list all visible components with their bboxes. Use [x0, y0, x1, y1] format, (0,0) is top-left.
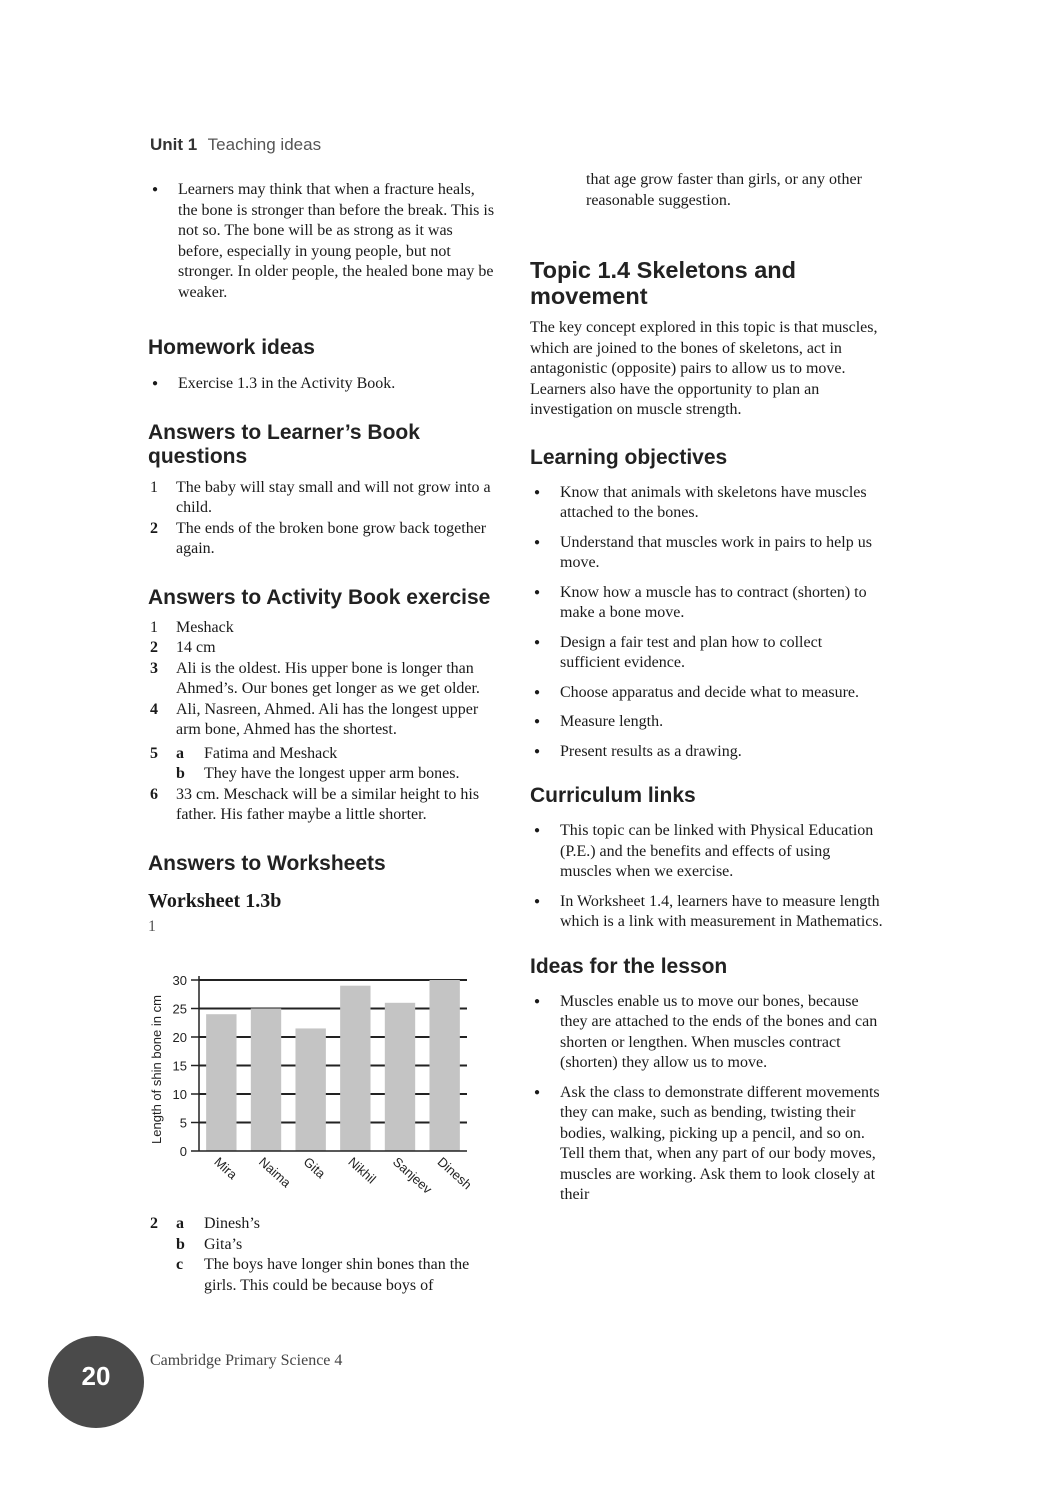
list-item: ● Exercise 1.3 in the Activity Book. — [148, 374, 498, 395]
list-item: ● Understand that muscles work in pairs to help us move. — [530, 533, 885, 574]
y-tick-label: 30 — [172, 973, 187, 988]
y-tick-label: 5 — [179, 1115, 187, 1131]
ws-answers-heading: Answers to Worksheets — [148, 851, 386, 875]
book-title: Cambridge Primary Science 4 — [150, 1352, 343, 1369]
learning-objectives-heading: Learning objectives — [530, 445, 728, 469]
running-head — [150, 135, 321, 155]
x-tick-label: Sanjeev — [389, 1154, 435, 1197]
list-item: 2 a Dinesh’s b Gita’s c The boys have longer shin bones than the girls. This could be because boys of — [150, 1215, 470, 1294]
x-tick-label: Nikhil — [345, 1154, 379, 1187]
curriculum-links-heading: Curriculum links — [530, 784, 696, 807]
curriculum-links-list — [530, 821, 885, 933]
list-item: 5 a Fatima and Meshack b They have the longest upper arm bones. — [150, 744, 460, 782]
ab-answers-heading: Answers to Activity Book exercise — [148, 585, 491, 609]
list-item: 1 Meshack — [150, 618, 234, 636]
bar-chart-svg — [148, 968, 498, 1203]
list-item: ● Know how a muscle has to contract (shorten) to make a bone move. — [530, 583, 885, 624]
list-item: ● Present results as a drawing. — [530, 742, 885, 763]
shin-bone-chart — [148, 968, 498, 1203]
continued-text: that age grow faster than girls, or any other reasonable suggestion. — [586, 171, 862, 209]
learning-objectives-list — [530, 483, 885, 763]
section-label: Teaching ideas — [207, 135, 322, 154]
y-axis-label: Length of shin bone in cm — [149, 995, 164, 1144]
list-item: ● Design a fair test and plan how to collect sufficient evidence. — [530, 633, 885, 674]
bar — [251, 1009, 281, 1152]
bar — [206, 1014, 236, 1151]
y-tick-label: 10 — [172, 1087, 187, 1102]
page-number: 20 — [81, 1361, 111, 1391]
unit-label: Unit 1 — [150, 135, 198, 154]
left-column — [148, 170, 498, 937]
list-item: 2 14 cm — [150, 639, 216, 656]
bar — [295, 1028, 325, 1151]
list-item: ● Learners may think that when a fracture heals, the bone is stronger than before the break. This is not so. The bone will be as strong as it was before, especially in young people, but not stronger. In older people, the healed bone may be weaker. — [148, 180, 498, 303]
ideas-heading: Ideas for the lesson — [530, 954, 728, 978]
list-item: ● This topic can be linked with Physical Education (P.E.) and the benefits and effects of using muscles when we exercise. — [530, 821, 885, 883]
question-number: 1 — [148, 917, 156, 935]
ideas-list — [530, 992, 885, 1206]
x-tick-label: Mira — [211, 1154, 241, 1183]
y-tick-label: 20 — [172, 1030, 187, 1045]
page-number-badge — [48, 1336, 144, 1428]
q2-answers — [148, 1214, 498, 1296]
x-tick-label: Naima — [255, 1154, 294, 1191]
y-tick-label: 25 — [172, 1001, 187, 1017]
bar — [385, 1003, 415, 1151]
left-column-continued — [148, 1214, 498, 1296]
bar — [429, 980, 459, 1151]
list-item: ● Muscles enable us to move our bones, because they are attached to the ends of the bones and can shorten or lengthen. When muscles contract (shorten) they allow us to move. — [530, 992, 885, 1074]
x-tick-label: Gita — [300, 1154, 329, 1182]
bar — [340, 986, 370, 1151]
lb-answers-heading: Answers to Learner’s Book questions — [148, 420, 420, 468]
topic-heading: Topic 1.4 Skeletons and movement — [530, 257, 796, 309]
list-item: ● Measure length. — [530, 712, 885, 733]
list-item: 2 The ends of the broken bone grow back together again. — [150, 519, 487, 557]
list-item: ● Ask the class to demonstrate different movements they can make, such as bending, twisting their bodies, walking, picking up a pencil, and so on. Tell them that, when any part of our body moves, muscles are working. Ask them to look closely at their — [530, 1083, 885, 1206]
ab-answers-list — [148, 618, 498, 826]
lb-answers-list — [148, 478, 498, 560]
list-item: 3 Ali is the oldest. His upper bone is longer than Ahmed’s. Our bones get longer as we get older. — [150, 659, 480, 697]
list-item: ● Choose apparatus and decide what to measure. — [530, 683, 885, 704]
list-item: 4 Ali, Nasreen, Ahmed. Ali has the longest upper arm bone, Ahmed has the shortest. — [150, 700, 479, 738]
right-column — [530, 170, 885, 1215]
y-tick-label: 0 — [179, 1144, 187, 1159]
list-item: 1 The baby will stay small and will not grow into a child. — [150, 478, 491, 516]
intro-bullet-list — [148, 180, 498, 303]
y-tick-label: 15 — [172, 1058, 187, 1074]
list-item: ● In Worksheet 1.4, learners have to measure length which is a link with measurement in Mathematics. — [530, 892, 885, 933]
list-item: ● Know that animals with skeletons have muscles attached to the bones. — [530, 483, 885, 524]
topic-intro: The key concept explored in this topic is that muscles, which are joined to the bones of skeletons, act in antagonistic (opposite) pairs to allow us to move. Learners also have the opportunity to plan an investigation on muscle strength. — [530, 319, 878, 418]
x-tick-label: Dinesh — [434, 1154, 475, 1193]
list-item: 6 33 cm. Meschack will be a similar height to his father. His father maybe a little shorter. — [150, 785, 480, 823]
homework-heading: Homework ideas — [148, 336, 315, 359]
worksheet-title: Worksheet 1.3b — [148, 889, 282, 912]
homework-list — [148, 374, 498, 395]
